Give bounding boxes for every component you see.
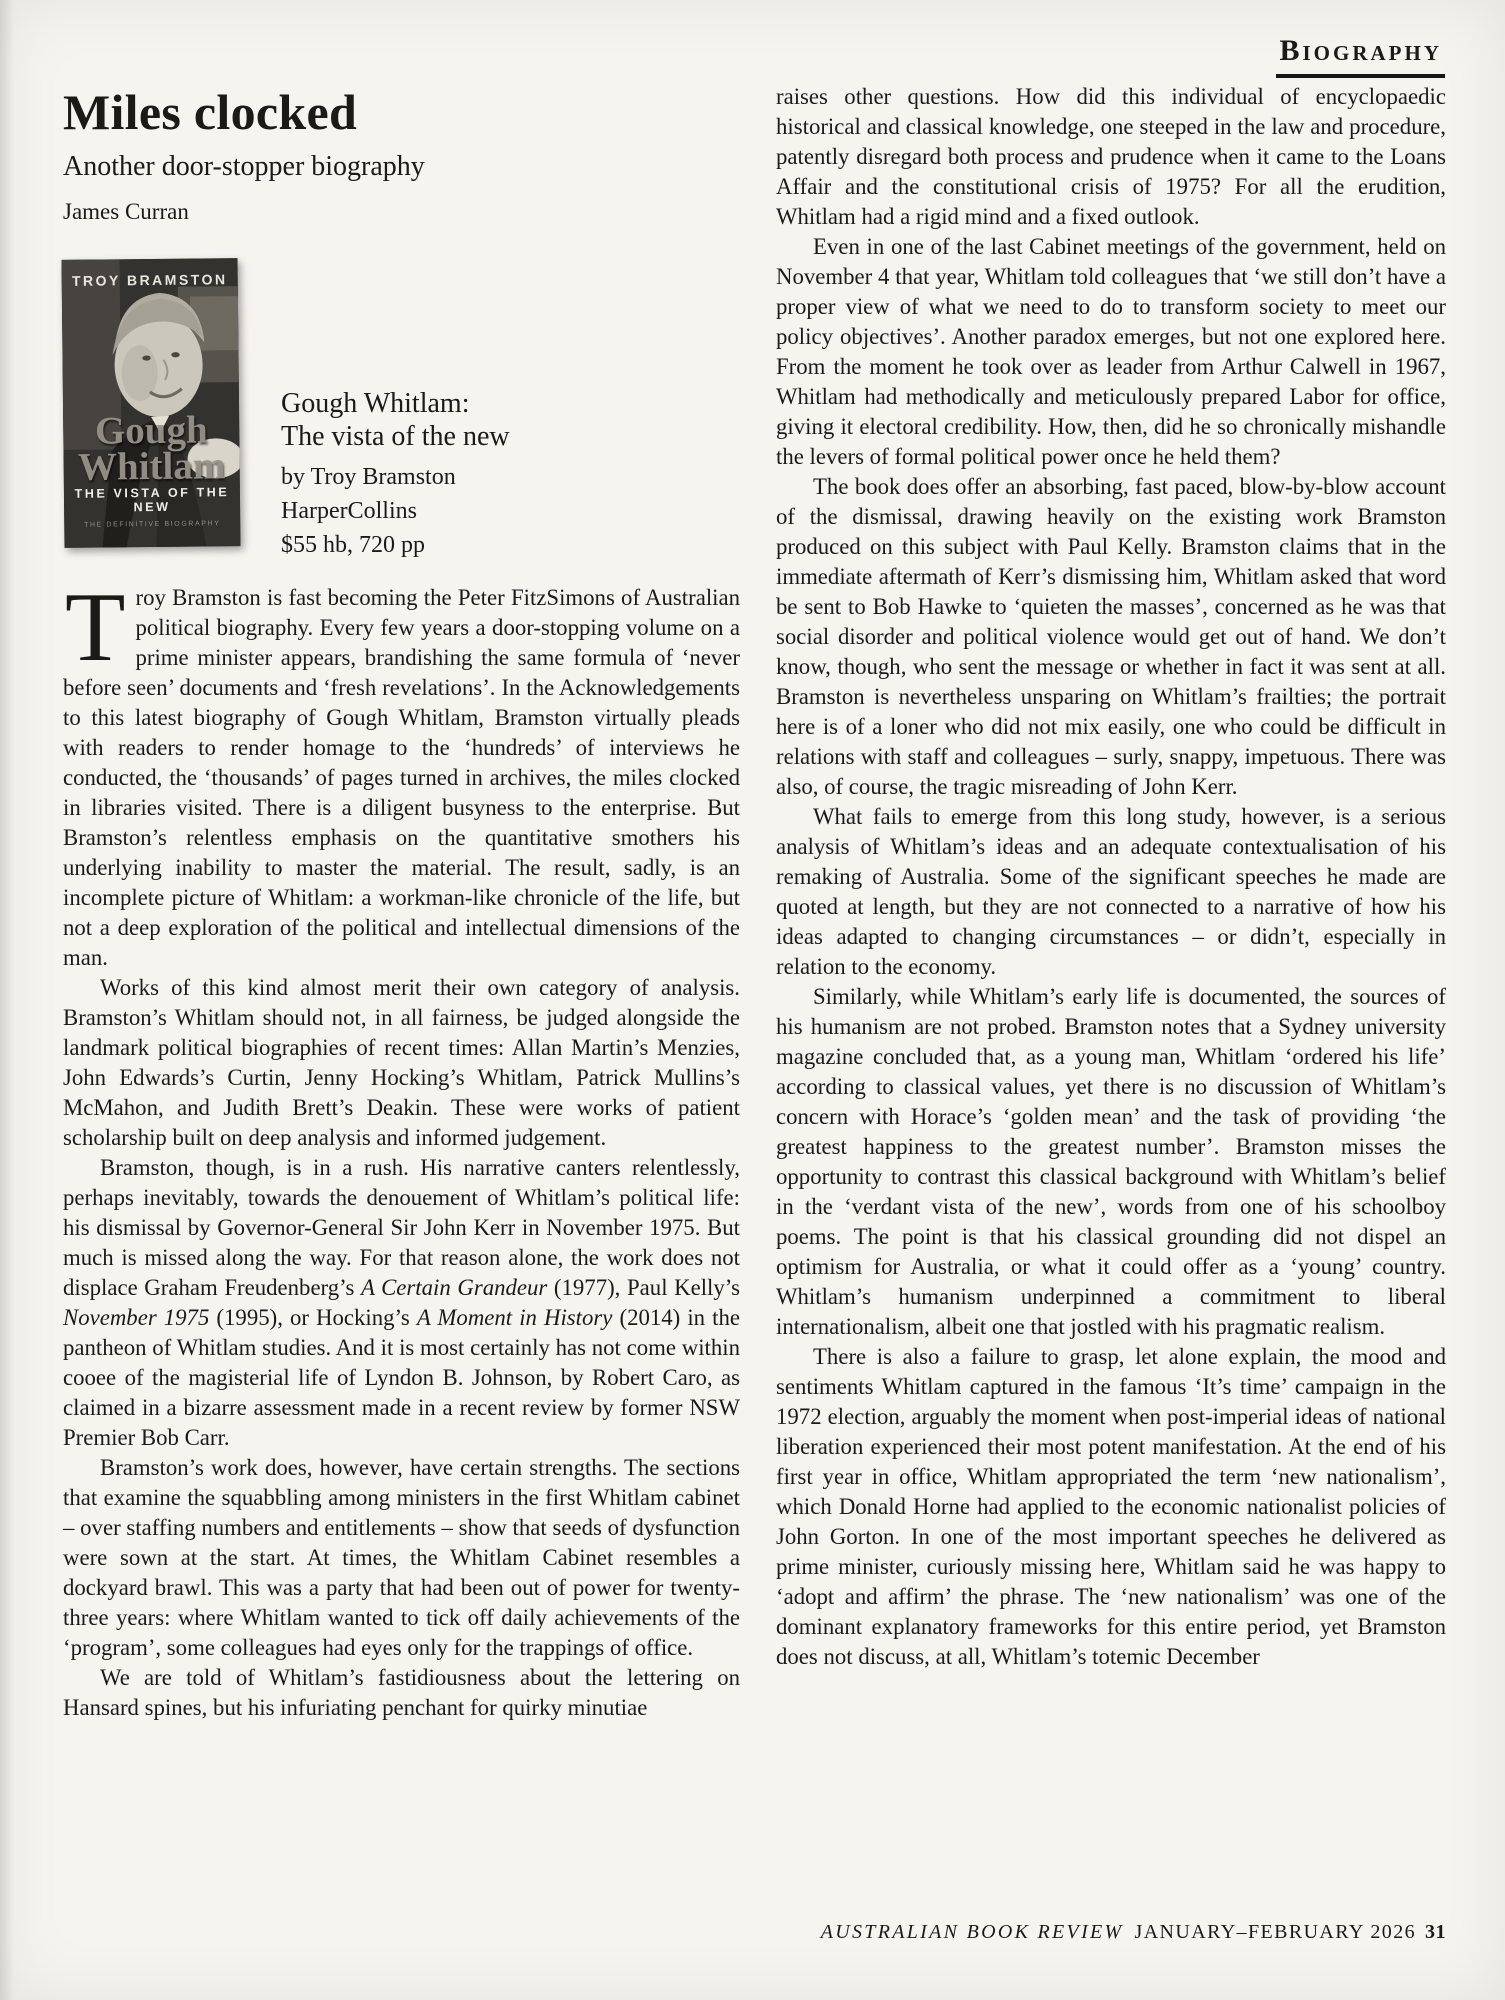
book-publisher: HarperCollins [281,498,417,525]
paragraph: Troy Bramston is fast becoming the Peter FitzSimons of Australian political biography. Every few years a door-stopping volume on a prime minister appears, brandishing the same formula of ‘never before seen’ documents and ‘fresh revelations’. In the Acknowledgements to this latest biography of Gough Whitlam, Bramston virtually pleads with readers to render homage to the ‘hundreds’ of interviews he conducted, the ‘thousands’ of pages turned in archives, the miles clocked in libraries visited. There is a diligent busyness to the enterprise. But Bramston’s relentless emphasis on the quantitative smothers his underlying inability to master the material. The result, sadly, is an incomplete picture of Whitlam: a workman-like chronicle of the life, but not a deep exploration of the political and intellectual dimensions of the man. [63,572,740,970]
issue-date: JANUARY–FEBRUARY 2026 [1134,1921,1416,1943]
paragraph: We are told of Whitlam’s fastidiousness about the lettering on Hansard spines, but his infuriating penchant for quirky minutiae [63,1664,740,1720]
article-subtitle: Another door-stopper biography [63,150,425,182]
drop-cap: T [65,572,126,682]
page-footer [821,1921,1446,1944]
page-title: Miles clocked [63,84,358,140]
left-column [63,82,740,1723]
paragraph: Bramston, though, is in a rush. His narrative canters relentlessly, perhaps inevitably, towards the denouement of Whitlam’s political life: his dismissal by Governor-General Sir John Kerr in November 1975. But much is missed along the way. For that reason alone, the work does not displace Graham Freudenberg’s A Certain Grandeur (1977), Paul Kelly’s November 1975 (1995), or Hocking’s A Moment in History (2014) in the pantheon of Whitlam studies. And it is most certainly has not come within cooee of the magisterial life of Lyndon B. Johnson, by Robert Caro, as claimed in a bizarre assessment made in a recent review by former NSW Premier Bob Carr. [63,1154,740,1450]
paragraph: Similarly, while Whitlam’s early life is documented, the sources of his humanism are not probed. Bramston notes that a Sydney university magazine concluded that, as a young man, Whitlam ‘ordered his life’ according to classical values, yet there is no discussion of Whitlam’s concern with Horace’s ‘golden mean’ and the task of providing ‘the greatest happiness to the greatest number’. Bramston misses the opportunity to contrast this classical background with Whitlam’s belief in the ‘verdant vista of the new’, words from one of his schoolboy poems. The point is that his classical grounding did not dispel an optimism for Australia, or what it could offer as a ‘young’ country. Whitlam’s humanism underpinned a commitment to liberal internationalism, albeit one that jostled with his pragmatic realism. [776,984,1446,1339]
article-columns [63,82,1446,1723]
book-cover-tagline-text: THE VISTA OF THE NEW [74,484,230,514]
book-title-line2: The vista of the new [281,421,510,453]
book-cover-author-text: TROY BRAMSTON [71,270,228,289]
paragraph: The book does offer an absorbing, fast paced, blow-by-blow account of the dismissal, drawing heavily on the existing work Bramston produced on this subject with Paul Kelly. Bramston claims that in the immediate aftermath of Kerr’s dismissing him, Whitlam asked that word be sent to Bob Hawke to ‘quieten the masses’, concerned as he was that social disorder and political violence would get out of hand. We don’t know, though, who sent the message or whether in fact it was sent at all. Bramston is nevertheless unsparing on Whitlam’s frailties; the portrait here is of a loner who did not mix easily, one who could be difficult in relations with staff and colleagues – surly, snappy, impetuous. There was also, of course, the tragic misreading of John Kerr. [776,474,1446,799]
journal-name: AUSTRALIAN BOOK REVIEW [820,1921,1124,1943]
book-price-pages: $55 hb, 720 pp [281,532,425,559]
book-cover-title-text: Gough Whitlam [77,408,226,489]
paragraph: Bramston’s work does, however, have certain strengths. The sections that examine the squabbling among ministers in the first Whitlam cabinet – over staffing numbers and entitlements – show that seeds of dysfunction were sown at the start. At times, the Whitlam Cabinet resembles a dockyard brawl. This was a party that had been out of power for twenty-three years: where Whitlam wanted to tick off daily achievements of the ‘program’, some colleagues had eyes only for the trappings of office. [63,1454,740,1660]
book-byline: by Troy Bramston [281,463,456,490]
paragraph: raises other questions. How did this individual of encyclopaedic historical and classical knowledge, one steeped in the law and procedure, patently disregard both process and prudence when it came to the Loans Affair and the constitutional crisis of 1975? For all the erudition, Whitlam had a rigid mind and a fixed outlook. [776,84,1446,229]
book-details [281,387,510,559]
book-info-block [63,259,740,559]
page-number: 31 [1425,1921,1446,1943]
left-column-body [63,572,740,1723]
section-label: Biography [1276,34,1445,78]
book-title-line1: Gough Whitlam: [281,387,470,419]
right-column [776,82,1446,1723]
book-cover-image [61,258,240,548]
article-author: James Curran [63,199,189,225]
book-cover-subtagline-text: THE DEFINITIVE BIOGRAPHY [84,519,221,529]
paragraph: There is also a failure to grasp, let alone explain, the mood and sentiments Whitlam captured in the famous ‘It’s time’ campaign in the 1972 election, arguably the moment when post-imperial ideas of national liberation experienced their most potent manifestation. At the end of his first year in office, Whitlam appropriated the term ‘new nationalism’, which Donald Horne had applied to the economic nationalist policies of John Gorton. In one of the most important speeches he delivered as prime minister, curiously missing here, Whitlam said he was happy to ‘adopt and affirm’ the phrase. The ‘new nationalism’ was one of the dominant explanatory frameworks for this entire period, yet Bramston does not discuss, at all, Whitlam’s totemic December [776,1344,1446,1669]
paragraph: Works of this kind almost merit their own category of analysis. Bramston’s Whitlam should not, in all fairness, be judged alongside the landmark political biographies of recent times: Allan Martin’s Menzies, John Edwards’s Curtin, Jenny Hocking’s Whitlam, Patrick Mullins’s McMahon, and Judith Brett’s Deakin. These were works of patient scholarship built on deep analysis and informed judgement. [63,974,740,1150]
paragraph: Even in one of the last Cabinet meetings of the government, held on November 4 that year, Whitlam told colleagues that ‘we still don’t have a proper view of what we need to do to transform society to meet our policy objectives’. Another paradox emerges, but not one explored here. From the moment he took over as leader from Arthur Calwell in 1967, Whitlam had methodically and meticulously prepared Labor for office, giving it electoral credibility. How, then, did he so chronically mishandle the levers of formal political power once he held them? [776,234,1446,469]
paragraph: What fails to emerge from this long study, however, is a serious analysis of Whitlam’s ideas and an adequate contextualisation of his remaking of Australia. Some of the significant speeches he made are quoted at length, but they are not connected to a narrative of how his ideas adapted to changing circumstances – or didn’t, especially in relation to the economy. [776,804,1446,979]
right-column-body [776,82,1446,1672]
